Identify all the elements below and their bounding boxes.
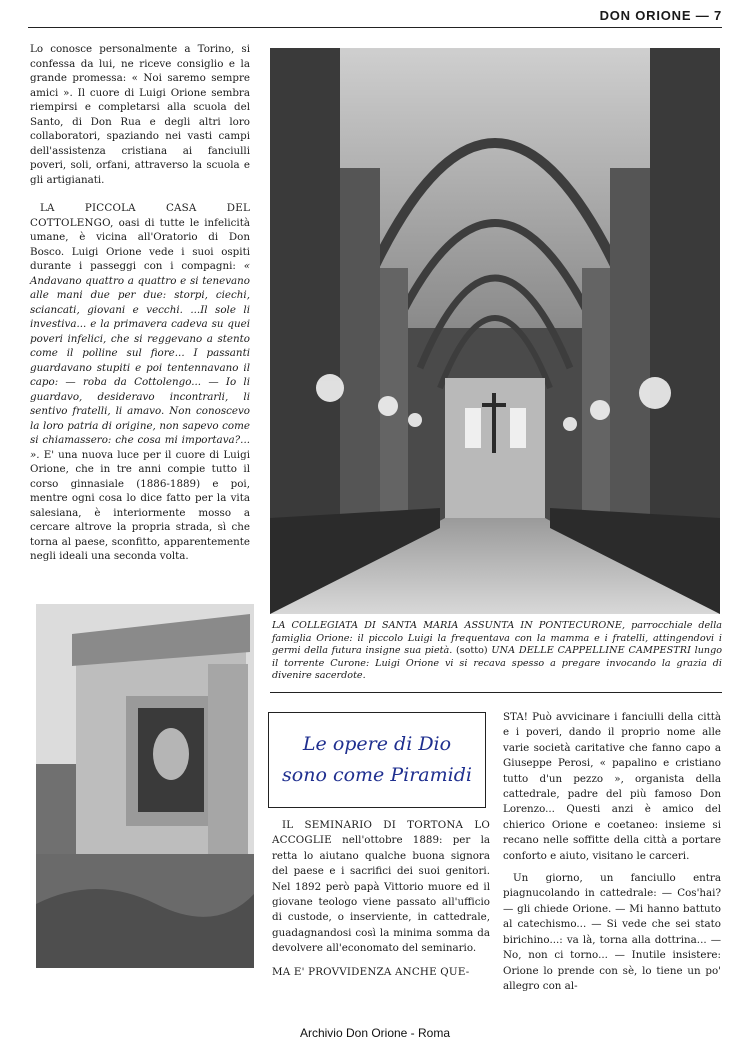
intro-p2-text-b: E' una nuova luce per il cuore di Luigi Orione, che in tre anni compie tutto il corso ginnasiale (1886-1889) e poi, mentre ogni cosa lo dice fatto per la vita salesiana, è interiormente mosso a cercare altrove la propria strada, sì che torna al paese, sconfitto, apparentemente negli ideali una seconda volta. xyxy=(30,448,250,562)
article-column-left xyxy=(272,818,490,987)
article-title-line-1: Le opere di Dio xyxy=(302,733,452,755)
article-p1-lead: IL SEMINARIO DI TORTONA LO ACCOGLIE xyxy=(272,819,490,847)
intro-paragraph-2 xyxy=(30,201,250,564)
archive-footer: Archivio Don Orione - Roma xyxy=(299,1026,451,1040)
article-paragraph-2-start xyxy=(272,965,490,980)
article-p1-text: nell'ottobre 1889: per la retta lo aiutano qualche buona signora del paese e i sacrifici dei suoi genitori. Nel 1892 però papà Vittorio muore ed il giovane teologo viene passato all'ufficio di custode, o inserviente, in cattedrale, guadagnandosi così la minima somma da devolvere all'economato del seminario. xyxy=(272,834,490,955)
article-title-line-2: sono come Piramidi xyxy=(282,764,472,786)
section-rule xyxy=(270,692,722,693)
chapel-illustration xyxy=(36,604,254,968)
header-rule xyxy=(28,27,722,28)
running-header: DON ORIONE — 7 xyxy=(594,8,722,23)
photo-caption xyxy=(272,620,722,683)
chapel-photo xyxy=(36,604,254,968)
caption-text-2: lungo il torrente Curone: Luigi Orione vi si recava spesso a pregare invocando la grazia di divenire sacerdote. xyxy=(272,645,722,682)
intro-p2-text-a: oasi di tutte le infelicità umane, è vicina all'Oratorio di Don Bosco. Luigi Orione vede i suoi ospiti durante i passeggi con i compagni: xyxy=(30,216,250,272)
church-interior-photo xyxy=(270,48,720,614)
article-title-box xyxy=(268,712,486,808)
article-paragraph-2-cont: STA! Può avvicinare i fanciulli della città e i poveri, dando il proprio nome alle varie società caritative che fanno capo a Giuseppe Perosi, « papalino e cristiano tutto d'un pezzo », organista della cattedrale, padre del più famoso Don Lorenzo... Questi anzi è amico del chierico Orione e coetaneo: insieme si recano nelle soffitte della città a portare conforto e aiuto, visitano le carceri. xyxy=(503,711,721,862)
caption-subtitle: UNA DELLE CAPPELLINE CAMPESTRI xyxy=(487,645,691,657)
intro-p2-lead: LA PICCOLA CASA DEL COTTOLENGO, xyxy=(30,202,250,229)
caption-below-marker: (sotto) xyxy=(455,645,488,657)
intro-p2-quote: « Andavano quattro a quattro e si tenevano alle mani due per due: storpi, ciechi, sciancati, giovani e vecchi. ...Il sole li investiva... e la primavera cadeva su quei poveri infelici, che si reggevano a stento come il polline sul fiore... I passanti guardavano stupiti e poi tentennavano il capo: — roba da Cottolengo... — Io li guardavo, desideravo incontrarli, li sentivo fratelli, li amavo. Non conoscevo la loro patria di origine, non sapevo come si chiamassero: che cosa mi importava?... ». xyxy=(30,260,250,461)
article-paragraph-3: Un giorno, un fanciullo entra piagnucolando in cattedrale: — Cos'hai? — gli chiede Orione. — Mi hanno battuto al catechismo... — Si vede che sei stato birichino...: va là, torna alla dottrina... — No, non ci torno... — Inutile insistere: Orione lo prende con sè, lo tiene un po' allegro con al- xyxy=(503,872,721,992)
article-p2-lead: MA E' PROVVIDENZA ANCHE QUE- xyxy=(272,965,470,978)
article-column-right xyxy=(503,710,721,1001)
intro-paragraph-1: Lo conosce personalmente a Torino, si confessa da lui, ne riceve consiglio e la grande promessa: « Noi saremo sempre amici ». Il cuore di Luigi Orione sembra riempirsi e completarsi alla scuola del Santo, di Don Rua e degli altri loro collaboratori, spaziando nei vasti campi dell'assistenza cristiana ai fanciulli poveri, soli, orfani, attraverso la scuola e gli artigianati. xyxy=(30,43,250,186)
intro-column xyxy=(30,42,250,578)
article-paragraph-1 xyxy=(272,818,490,957)
page-header xyxy=(0,0,750,30)
caption-text-1: parrocchiale della famiglia Orione: il piccolo Luigi la frequentava con la mamma e i fratelli, attingendovi i germi della futura insigne sua pietà. xyxy=(272,620,722,657)
church-interior-illustration xyxy=(270,48,720,614)
caption-title: LA COLLEGIATA DI SANTA MARIA ASSUNTA IN PONTECURONE, xyxy=(272,620,626,631)
